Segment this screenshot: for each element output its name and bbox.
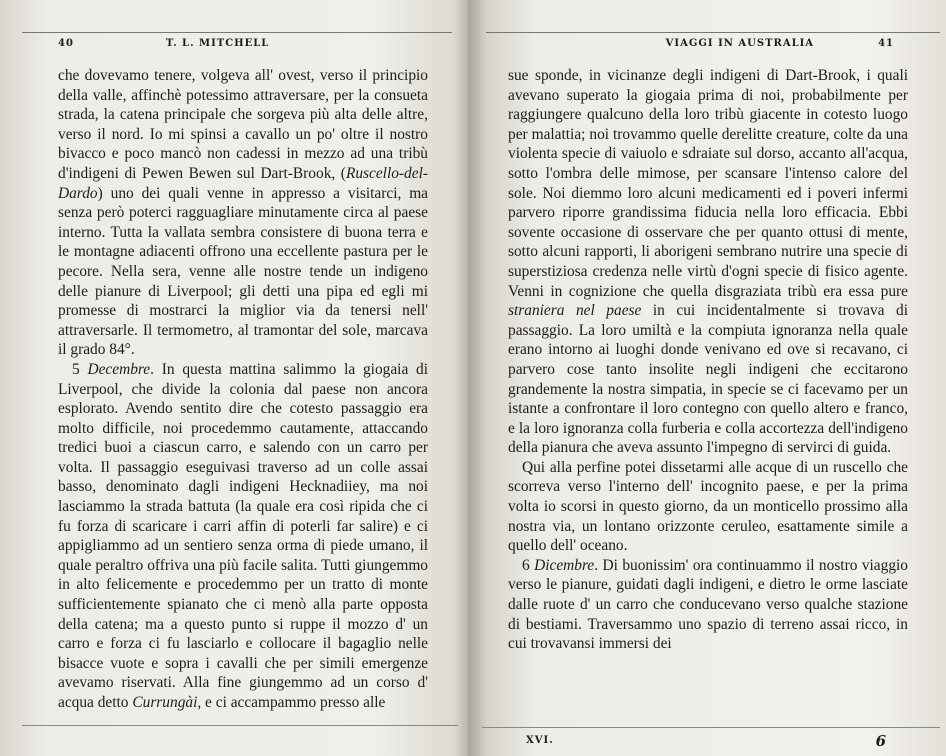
text-segment: . Di buonissim' ora continuammo il nostro viaggio verso le pianure, guidati dagli indigeni, e dietro le orme lasciate dalle ruote d' un carro che conducevano verso qualche stazione di bestiami. Traversammo uno spazio di terreno assai ricco, in cui trovavansi immersi dei: [508, 556, 908, 653]
text-segment: in cui incidentalmente si trovava di passaggio. La loro umiltà e la compiuta ignoranza nella quale erano intorno ai luoghi donde venivano ed ove si recavano, ci parvero cose tanto insolite negli indigeni che eccitarono grandemente la nostra simpatia, in specie se ci facevamo per un istante a confrontare il loro contegno con quello altero e franco, e la loro ignoranza colla furberia e colla accortezza dell'indigeno della pianura che aveva assunto l'impegno di servirci di guida.: [508, 302, 908, 457]
text-segment: che dovevamo tenere, volgeva all' ovest, verso il principio della valle, affinchè potessimo attraversare, per la consueta strada, la catena principale che sorgeva più alta delle altre, verso il nord. Io mi spinsi a cavallo un po' oltre il nostro bivacco e poco mancò non cadessi in mezzo ad una tribù d'indigeni di Pewen Bewen sul Dart-Brook, (: [58, 67, 428, 182]
italic-text: straniera nel paese: [508, 302, 642, 320]
text-segment: 6: [522, 556, 535, 574]
paragraph: [508, 66, 908, 458]
text-segment: Qui alla perfine potei dissetarmi alle acque di un ruscello che scorreva verso l'interno dell' incognito paese, e per la prima volta io scorsi in questo giorno, da un monticello prossimo alla nostra via, un lontano orizzonte ceruleo, esattamente simile a quello dell' oceano.: [508, 458, 908, 555]
right-page-number: 41: [878, 38, 894, 49]
paragraph: [58, 360, 428, 713]
right-page-header: [508, 38, 908, 62]
left-running-head: T. L. MITCHELL: [165, 38, 270, 49]
italic-text: Dicembre: [534, 556, 595, 574]
right-running-head: VIAGGI IN AUSTRALIA: [665, 38, 815, 49]
footer-rule: [482, 727, 940, 728]
left-page-body: [58, 66, 428, 713]
text-segment: 5: [72, 360, 88, 378]
left-page-number: 40: [58, 38, 74, 49]
signature-mark: XVI.: [526, 735, 554, 746]
left-page: [0, 0, 468, 756]
text-segment: . In questa mattina salimmo la giogaia di Liverpool, che divide la colonia dal paese non ancora esplorato. Avendo sentito dire che cotesto passaggio era molto difficile, noi procedemmo cautamente, attaccando tredici buoi a ciascun carro, e salendo con un carro per volta. Il passaggio eseguivasi traverso ad un colle assai basso, denominato dagli indigeni Hecknadiiey, ma noi lasciammo la strada battuta (la quale era così ripida che ci fu forza di scaricare i carri affin di poterli far salire) e ci appigliammo ad un sentiero senza orma di piede umano, il quale peraltro offriva una più facile salita. Tutti giungemmo in alto felicemente e procedemmo per un tratto di monte sufficientemente spianato che ci menò alla parte opposta della catena; ma a questo punto si ruppe il mozzo d' un carro e forza ci fu lasciarlo e collocare il bagaglio nelle bisacce vuote e sopra i cavalli che per simili emergenze avevamo riservati. Alla fine giungemmo ad un corso d' acqua detto: [58, 360, 429, 711]
italic-text: Decembre: [87, 360, 151, 378]
text-segment: ) uno dei quali venne in appresso a visitarci, ma senza però poterci ragguagliare minutamente circa al paese interno. Tutta la vallata sembra consistere di buona terra e le montagne adiacenti offrono una eccellente pastura per le pecore. Nella sera, venne alle nostre tende un indigeno delle pianure di Liverpool; gli detti una pipa ed egli mi promesse di mostrarci la miglior via da tenersi nell' attraversarle. Il termometro, al tramontar del sole, marcava il grado 84°.: [58, 184, 428, 359]
italic-text: Currungài: [132, 694, 198, 711]
right-page-body: [508, 66, 908, 654]
text-segment: sue sponde, in vicinanze degli indigeni di Dart-Brook, i quali avevano superato la giogaia prima di noi, probabilmente per raggiungere qualcuno della loro tribù giacente in cotesto luogo per malattia; noi trovammo quelle derelitte creature, colte da una violenta specie di vaiuolo e sdraiate sul dorso, accanto all'acqua, sotto l'ombra delle mimose, per scansare l'intenso calore del sole. Noi diemmo loro alcuni medicamenti ed i poveri infermi parvero riporre grandissima fiducia nella loro efficacia. Ebbi sovente occasione di osservare che per quanto ottusi di mente, sotto alcuni rapporti, li aborigeni sembrano nutrire una specie di superstiziosa credenza nelle virtù d'ogni specie di fisico agente. Venni in cognizione che quella disgraziata tribù era essa pure: [508, 67, 908, 300]
paragraph: [508, 458, 908, 556]
paragraph: [58, 66, 428, 360]
header-rule: [486, 32, 940, 33]
signature-number: 6: [875, 732, 886, 750]
header-rule: [22, 32, 452, 33]
text-segment: , e ci accampammo presso alle: [197, 694, 386, 711]
footer-rule: [22, 725, 458, 726]
right-page: [468, 0, 946, 756]
paragraph: [508, 556, 908, 654]
left-page-header: [58, 38, 428, 62]
italic-text: Ruscello-del-Dardo: [58, 164, 428, 202]
